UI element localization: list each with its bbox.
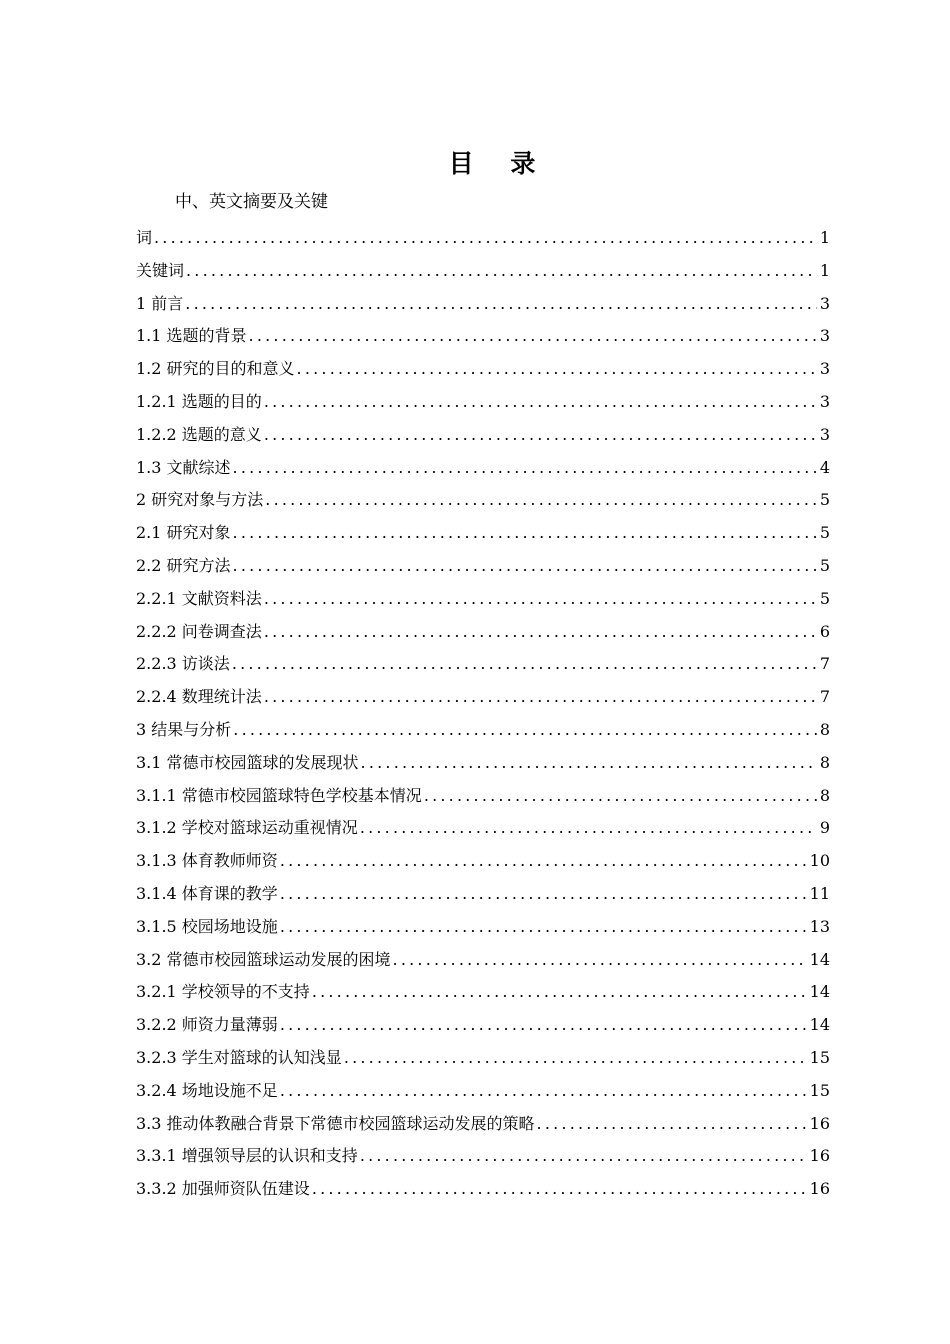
- toc-dot-leader: [233, 517, 817, 550]
- toc-entry-label: 3.2 常德市校园篮球运动发展的困境: [136, 949, 391, 969]
- toc-entry-label: 3 结果与分析: [136, 719, 232, 739]
- toc-entry-label: 2.2 研究方法: [136, 555, 231, 575]
- toc-entry[interactable]: [136, 878, 830, 911]
- toc-entry-page-number: 5: [819, 523, 830, 543]
- toc-entry[interactable]: [136, 747, 830, 780]
- toc-entry[interactable]: [136, 550, 830, 583]
- toc-dot-leader: [233, 452, 817, 485]
- toc-entry[interactable]: [136, 419, 830, 452]
- toc-entry-page-number: 1: [819, 260, 830, 280]
- toc-dot-leader: [265, 484, 817, 517]
- toc-entry[interactable]: [136, 320, 830, 353]
- toc-entry-page-number: 3: [819, 359, 830, 379]
- toc-entry-label: 3.1 常德市校园篮球的发展现状: [136, 752, 359, 772]
- toc-entry-label: 3.2.2 师资力量薄弱: [136, 1015, 278, 1035]
- toc-dot-leader: [233, 714, 817, 747]
- toc-dot-leader: [264, 616, 817, 649]
- toc-entry[interactable]: [136, 911, 830, 944]
- toc-entry-page-number: 16: [809, 1146, 830, 1166]
- toc-entry[interactable]: [136, 386, 830, 419]
- toc-entry-label: 3.1.1 常德市校园篮球特色学校基本情况: [136, 785, 422, 805]
- toc-entry[interactable]: [136, 681, 830, 714]
- toc-dot-leader: [186, 255, 817, 288]
- toc-entry-label: 2.1 研究对象: [136, 523, 231, 543]
- toc-dot-leader: [264, 386, 817, 419]
- toc-dot-leader: [424, 780, 817, 813]
- toc-entry[interactable]: [136, 780, 830, 813]
- toc-entry-first-line: 中、英文摘要及关键: [175, 192, 328, 212]
- toc-entry[interactable]: [136, 484, 830, 517]
- toc-entry-label: 1.3 文献综述: [136, 457, 231, 477]
- toc-entry-label: 3.3.2 加强师资队伍建设: [136, 1179, 310, 1199]
- toc-entry[interactable]: [136, 288, 830, 321]
- toc-entry-label: 2.2.3 访谈法: [136, 654, 230, 674]
- toc-entry-page-number: 10: [809, 851, 830, 871]
- toc-entry-page-number: 14: [809, 1015, 830, 1035]
- toc-entry-label: 3.1.4 体育课的教学: [136, 883, 278, 903]
- toc-entry-page-number: 1: [819, 228, 830, 247]
- toc-entry-label: 2 研究对象与方法: [136, 490, 264, 510]
- toc-entry-page-number: 7: [819, 654, 830, 674]
- toc-dot-leader: [297, 353, 817, 386]
- toc-entry-label: 词: [136, 228, 153, 247]
- toc-entry-page-number: 8: [819, 752, 830, 772]
- toc-entry-label: 2.2.1 文献资料法: [136, 588, 262, 608]
- toc-entry-label: 2.2.2 问卷调查法: [136, 621, 262, 641]
- toc-entry-page-number: 16: [809, 1179, 830, 1199]
- toc-entry-page-number: 15: [809, 1047, 830, 1067]
- toc-entry[interactable]: [136, 1042, 830, 1075]
- toc-entry[interactable]: [136, 648, 830, 681]
- toc-entry-page-number: 3: [819, 391, 830, 411]
- toc-dot-leader: [264, 419, 817, 452]
- toc-dot-leader: [280, 1075, 807, 1108]
- toc-dot-leader: [361, 747, 817, 780]
- toc-entry-page-number: 5: [819, 588, 830, 608]
- toc-entry[interactable]: [136, 616, 830, 649]
- toc-entry[interactable]: [136, 1009, 830, 1042]
- toc-entry-label: 3.2.4 场地设施不足: [136, 1080, 278, 1100]
- toc-entry[interactable]: [136, 1075, 830, 1108]
- toc-entry-label: 3.3 推动体教融合背景下常德市校园篮球运动发展的策略: [136, 1113, 535, 1133]
- toc-entry-label: 1.1 选题的背景: [136, 326, 247, 346]
- toc-list: [136, 222, 830, 1206]
- toc-entry-label: 3.3.1 增强领导层的认识和支持: [136, 1146, 358, 1166]
- toc-entry-label: 3.1.2 学校对篮球运动重视情况: [136, 818, 358, 838]
- toc-entry[interactable]: [136, 452, 830, 485]
- toc-entry-page-number: 14: [809, 949, 830, 969]
- toc-dot-leader: [233, 550, 817, 583]
- toc-dot-leader: [280, 845, 807, 878]
- toc-entry-page-number: 16: [809, 1113, 830, 1133]
- toc-dot-leader: [264, 681, 817, 714]
- toc-entry-label: 1 前言: [136, 293, 184, 313]
- toc-dot-leader: [232, 648, 817, 681]
- toc-entry-page-number: 13: [809, 916, 830, 936]
- toc-entry-label: 2.2.4 数理统计法: [136, 687, 262, 707]
- toc-entry-page-number: 15: [809, 1080, 830, 1100]
- toc-entry[interactable]: [136, 1108, 830, 1141]
- toc-entry-label: 关键词: [136, 260, 185, 280]
- toc-entry[interactable]: [136, 812, 830, 845]
- toc-entry-label: 1.2.2 选题的意义: [136, 424, 262, 444]
- toc-title: 目 录: [448, 149, 550, 178]
- toc-entry[interactable]: [136, 583, 830, 616]
- toc-entry[interactable]: [136, 845, 830, 878]
- toc-entry-page-number: 4: [819, 457, 830, 477]
- toc-dot-leader: [360, 1140, 807, 1173]
- toc-entry[interactable]: [136, 1140, 830, 1173]
- toc-entry-page-number: 6: [819, 621, 830, 641]
- toc-entry-page-number: 3: [819, 293, 830, 313]
- toc-dot-leader: [537, 1108, 807, 1141]
- toc-entry-label: 3.2.3 学生对篮球的认知浅显: [136, 1047, 342, 1067]
- toc-entry-page-number: 8: [819, 785, 830, 805]
- toc-dot-leader: [280, 911, 807, 944]
- toc-entry-page-number: 3: [819, 424, 830, 444]
- toc-entry[interactable]: [136, 517, 830, 550]
- toc-dot-leader: [312, 976, 807, 1009]
- toc-dot-leader: [344, 1042, 807, 1075]
- toc-entry[interactable]: [136, 944, 830, 977]
- toc-dot-leader: [154, 222, 817, 255]
- toc-dot-leader: [264, 583, 817, 616]
- toc-entry-page-number: 14: [809, 982, 830, 1002]
- toc-entry-label: 1.2.1 选题的目的: [136, 391, 262, 411]
- toc-dot-leader: [393, 944, 807, 977]
- toc-entry-page-number: 3: [819, 326, 830, 346]
- toc-dot-leader: [280, 878, 807, 911]
- toc-entry[interactable]: [136, 353, 830, 386]
- toc-entry-page-number: 7: [819, 687, 830, 707]
- toc-entry-label: 3.1.3 体育教师师资: [136, 851, 278, 871]
- toc-dot-leader: [249, 320, 817, 353]
- toc-dot-leader: [280, 1009, 807, 1042]
- toc-entry-label: 3.2.1 学校领导的不支持: [136, 982, 310, 1002]
- toc-dot-leader: [185, 288, 817, 321]
- toc-entry[interactable]: [136, 976, 830, 1009]
- toc-entry-label: 1.2 研究的目的和意义: [136, 359, 295, 379]
- toc-dot-leader: [360, 812, 817, 845]
- toc-entry[interactable]: [136, 714, 830, 747]
- toc-entry-page-number: 5: [819, 490, 830, 510]
- toc-entry-page-number: 11: [809, 883, 830, 903]
- toc-entry-page-number: 8: [819, 719, 830, 739]
- toc-entry[interactable]: [136, 222, 830, 255]
- toc-entry-page-number: 9: [819, 818, 830, 838]
- toc-entry[interactable]: [136, 255, 830, 288]
- toc-entry[interactable]: [136, 1173, 830, 1206]
- toc-entry-page-number: 5: [819, 555, 830, 575]
- toc-entry-label: 3.1.5 校园场地设施: [136, 916, 278, 936]
- toc-dot-leader: [312, 1173, 807, 1206]
